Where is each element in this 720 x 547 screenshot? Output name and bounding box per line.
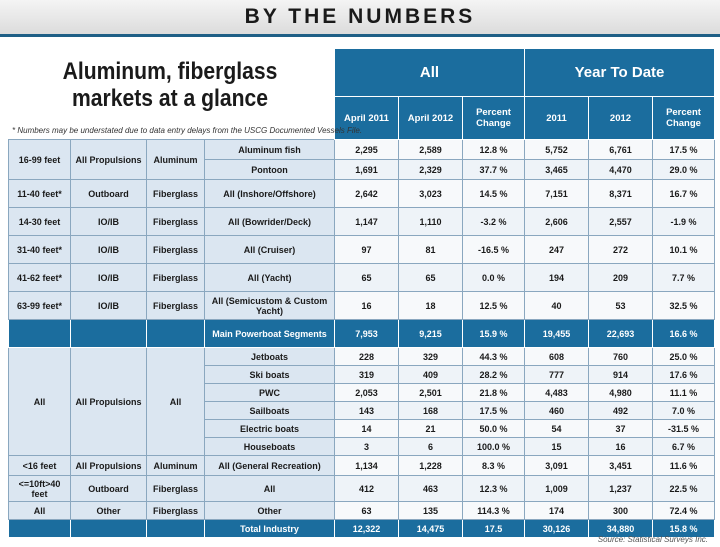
size-cell: All [9,348,71,456]
value-cell: 11.6 % [653,456,715,476]
value-cell: 409 [399,366,463,384]
table-row [9,236,715,264]
value-cell: 135 [399,502,463,520]
value-cell: 16.6 % [653,320,715,348]
value-cell: 3,023 [399,180,463,208]
value-cell: 7,953 [335,320,399,348]
value-cell: 8,371 [589,180,653,208]
propulsion-cell: Outboard [71,180,147,208]
value-cell: 11.1 % [653,384,715,402]
group-ytd: Year To Date [525,49,715,97]
value-cell: 143 [335,402,399,420]
segment-cell: Jetboats [205,348,335,366]
value-cell: 463 [399,476,463,502]
value-cell: 14.5 % [463,180,525,208]
value-cell: 7,151 [525,180,589,208]
value-cell: 300 [589,502,653,520]
propulsion-cell: IO/IB [71,292,147,320]
material-cell: Fiberglass [147,292,205,320]
value-cell: 65 [335,264,399,292]
segment-cell: Electric boats [205,420,335,438]
value-cell: 53 [589,292,653,320]
value-cell: 19,455 [525,320,589,348]
size-cell: 14-30 feet [9,208,71,236]
value-cell: 6.7 % [653,438,715,456]
value-cell: 22,693 [589,320,653,348]
value-cell: 15.9 % [463,320,525,348]
value-cell: 1,134 [335,456,399,476]
value-cell: 22.5 % [653,476,715,502]
value-cell: 16.7 % [653,180,715,208]
value-cell: 1,691 [335,160,399,180]
value-cell: 12.3 % [463,476,525,502]
value-cell: 32.5 % [653,292,715,320]
value-cell: 209 [589,264,653,292]
group-all: All [335,49,525,97]
value-cell: 81 [399,236,463,264]
propulsion-cell: All Propulsions [71,456,147,476]
group-header-row [9,49,715,97]
value-cell: 30,126 [525,520,589,538]
footnote: * Numbers may be understated due to data entry delays from the USCG Documented Vessels File. [12,126,363,135]
size-cell: 11-40 feet* [9,180,71,208]
table-row [9,348,715,366]
value-cell: 65 [399,264,463,292]
source-credit: Source: Statistical Surveys Inc. [597,535,708,544]
value-cell: 2,606 [525,208,589,236]
value-cell: 1,237 [589,476,653,502]
segment-cell: All (Semicustom & Custom Yacht) [205,292,335,320]
value-cell: 319 [335,366,399,384]
propulsion-cell: All Propulsions [71,140,147,180]
value-cell: 4,483 [525,384,589,402]
propulsion-cell: Outboard [71,476,147,502]
value-cell: -31.5 % [653,420,715,438]
segment-cell: Other [205,502,335,520]
value-cell: 12.8 % [463,140,525,160]
segment-cell: Sailboats [205,402,335,420]
value-cell: 97 [335,236,399,264]
segment-cell: All (Bowrider/Deck) [205,208,335,236]
value-cell: 3 [335,438,399,456]
value-cell: 17.5 [463,520,525,538]
value-cell: 44.3 % [463,348,525,366]
size-cell: <16 feet [9,456,71,476]
value-cell: 50.0 % [463,420,525,438]
value-cell: 3,451 [589,456,653,476]
value-cell: 2,329 [399,160,463,180]
value-cell: 16 [589,438,653,456]
value-cell: 9,215 [399,320,463,348]
value-cell: 15.8 % [653,520,715,538]
value-cell: 21.8 % [463,384,525,402]
value-cell: 18 [399,292,463,320]
value-cell: 6,761 [589,140,653,160]
value-cell: 34,880 [589,520,653,538]
col-2012: 2012 [589,97,653,140]
value-cell: 16 [335,292,399,320]
value-cell: 492 [589,402,653,420]
value-cell: 37 [589,420,653,438]
table-row [9,180,715,208]
propulsion-cell: Other [71,502,147,520]
value-cell: 168 [399,402,463,420]
value-cell: 40 [525,292,589,320]
value-cell: 37.7 % [463,160,525,180]
segment-cell: All (Inshore/Offshore) [205,180,335,208]
table-row [9,502,715,520]
material-cell: Fiberglass [147,208,205,236]
value-cell: 1,147 [335,208,399,236]
size-cell: 16-99 feet [9,140,71,180]
value-cell: 1,110 [399,208,463,236]
value-cell: 72.4 % [653,502,715,520]
value-cell: 2,642 [335,180,399,208]
value-cell: 6 [399,438,463,456]
propulsion-cell: IO/IB [71,264,147,292]
value-cell: 329 [399,348,463,366]
segment-cell: Aluminum fish [205,140,335,160]
material-cell: Fiberglass [147,236,205,264]
value-cell: 15 [525,438,589,456]
subtotal-row [9,320,715,348]
material-cell: Fiberglass [147,476,205,502]
size-cell: 41-62 feet* [9,264,71,292]
table-row [9,208,715,236]
value-cell: 1,009 [525,476,589,502]
material-cell: Aluminum [147,456,205,476]
value-cell: 14 [335,420,399,438]
col-percent-change: Percent Change [463,97,525,140]
value-cell: 17.6 % [653,366,715,384]
value-cell: 247 [525,236,589,264]
value-cell: 412 [335,476,399,502]
material-cell: Fiberglass [147,180,205,208]
value-cell: 914 [589,366,653,384]
market-table [8,48,715,538]
col-april-2011: April 2011 [335,97,399,140]
segment-cell: All (Yacht) [205,264,335,292]
value-cell: 777 [525,366,589,384]
value-cell: 28.2 % [463,366,525,384]
value-cell: 10.1 % [653,236,715,264]
col-2011: 2011 [525,97,589,140]
value-cell: 17.5 % [463,402,525,420]
segment-cell: Main Powerboat Segments [205,320,335,348]
segment-cell: Ski boats [205,366,335,384]
size-cell: All [9,502,71,520]
value-cell: 608 [525,348,589,366]
value-cell: 12,322 [335,520,399,538]
value-cell: 760 [589,348,653,366]
value-cell: 7.7 % [653,264,715,292]
segment-cell: Houseboats [205,438,335,456]
value-cell: 14,475 [399,520,463,538]
value-cell: 1,228 [399,456,463,476]
heading-line-1: Aluminum, fiberglass [62,58,278,85]
heading-line-2: markets at a glance [71,85,269,112]
banner [0,0,720,37]
propulsion-cell: IO/IB [71,208,147,236]
value-cell: 272 [589,236,653,264]
value-cell: 460 [525,402,589,420]
value-cell: -3.2 % [463,208,525,236]
value-cell: 0.0 % [463,264,525,292]
value-cell: 3,091 [525,456,589,476]
table-row [9,456,715,476]
table-row [9,264,715,292]
size-cell: 31-40 feet* [9,236,71,264]
value-cell: 54 [525,420,589,438]
value-cell: 5,752 [525,140,589,160]
banner-title: BY THE NUMBERS [244,5,476,28]
value-cell: 12.5 % [463,292,525,320]
value-cell: 4,980 [589,384,653,402]
propulsion-cell: All Propulsions [71,348,147,456]
value-cell: 29.0 % [653,160,715,180]
segment-cell: Pontoon [205,160,335,180]
value-cell: 63 [335,502,399,520]
material-cell: All [147,348,205,456]
material-cell: Fiberglass [147,502,205,520]
value-cell: 114.3 % [463,502,525,520]
col-ytd-percent-change: Percent Change [653,97,715,140]
value-cell: 25.0 % [653,348,715,366]
size-cell: <=10ft>40 feet [9,476,71,502]
value-cell: 4,470 [589,160,653,180]
value-cell: 3,465 [525,160,589,180]
value-cell: 2,053 [335,384,399,402]
value-cell: 100.0 % [463,438,525,456]
size-cell: 63-99 feet* [9,292,71,320]
segment-cell: All [205,476,335,502]
value-cell: 8.3 % [463,456,525,476]
segment-cell: Total Industry [205,520,335,538]
segment-cell: All (Cruiser) [205,236,335,264]
value-cell: 228 [335,348,399,366]
value-cell: 2,589 [399,140,463,160]
table-row [9,292,715,320]
segment-cell: PWC [205,384,335,402]
value-cell: 2,501 [399,384,463,402]
propulsion-cell: IO/IB [71,236,147,264]
value-cell: 2,295 [335,140,399,160]
table-row [9,140,715,160]
value-cell: -16.5 % [463,236,525,264]
value-cell: 21 [399,420,463,438]
value-cell: 7.0 % [653,402,715,420]
table-row [9,476,715,502]
value-cell: 194 [525,264,589,292]
col-april-2012: April 2012 [399,97,463,140]
material-cell: Fiberglass [147,264,205,292]
material-cell: Aluminum [147,140,205,180]
value-cell: 174 [525,502,589,520]
segment-cell: All (General Recreation) [205,456,335,476]
value-cell: -1.9 % [653,208,715,236]
value-cell: 17.5 % [653,140,715,160]
value-cell: 2,557 [589,208,653,236]
